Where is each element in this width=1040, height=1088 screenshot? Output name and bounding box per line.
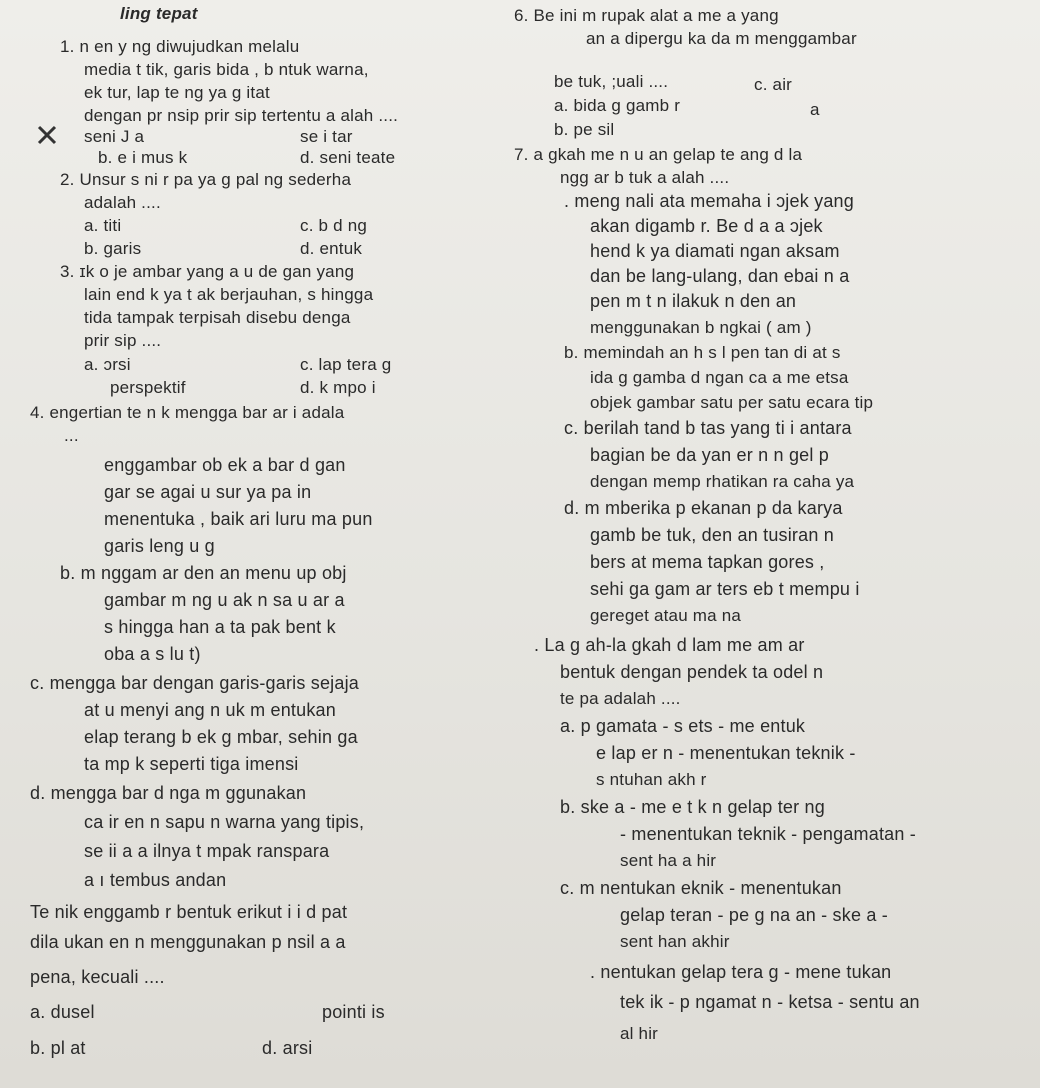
q8-option-a: a. p gamata - s ets - me entuk — [560, 716, 806, 736]
q6-option-a: a. bida g gamb r — [554, 96, 681, 115]
q6-line: be tuk, ;uali .... — [554, 72, 669, 91]
q8-line: al hir — [620, 1024, 659, 1043]
cross-mark-icon — [36, 124, 58, 146]
q5-line: Te nik enggamb r bentuk erikut i i d pat — [30, 902, 348, 922]
q4-line: at u menyi ang n uk m entukan — [84, 700, 336, 720]
q7-line: ngg ar b tuk a alah .... — [560, 168, 730, 187]
q4-line: ta mp k seperti tiga imensi — [84, 754, 299, 774]
q2-line: 2. Unsur s ni r pa ya g pal ng sederha — [60, 170, 352, 189]
q4-line: menentuka , baik ari luru ma pun — [104, 509, 373, 529]
q3-option-d: d. k mpo i — [300, 378, 376, 397]
q4-option-a: enggambar ob ek a bar d gan — [104, 455, 346, 475]
q1-option-a: seni J a — [84, 127, 145, 146]
q5-option-d: d. arsi — [262, 1038, 313, 1058]
q7-line: pen m t n ilakuk n den an — [590, 291, 797, 311]
q5-line: pena, kecuali .... — [30, 967, 165, 987]
q1-line: 1. n en y ng diwujudkan melalu — [60, 37, 300, 56]
q4-option-b: b. m nggam ar den an menu up obj — [60, 563, 347, 583]
q7-line: menggunakan b ngkai ( am ) — [590, 318, 812, 337]
q4-line: elap terang b ek g mbar, sehin ga — [84, 727, 358, 747]
q7-option-a: . meng nali ata memaha i ɔjek yang — [564, 191, 854, 211]
q3-line: tida tampak terpisah disebu denga — [84, 308, 351, 327]
q2-option-d: d. entuk — [300, 239, 363, 258]
q2-option-b: b. garis — [84, 239, 142, 258]
q5-option-c: pointi is — [322, 1002, 385, 1022]
q4-line: ... — [64, 426, 79, 445]
q1-option-d: d. seni teate — [300, 148, 396, 167]
q5-line: dila ukan en n menggunakan p nsil a a — [30, 932, 346, 952]
q7-line: bers at mema tapkan gores , — [590, 552, 825, 572]
q7-line: sehi ga gam ar ters eb t mempu i — [590, 579, 860, 599]
q4-line: oba a s lu t) — [104, 644, 201, 664]
q4-line: garis leng u g — [104, 536, 215, 556]
q4-line: 4. engertian te n k mengga bar ar i adala — [30, 403, 345, 422]
q7-line: hend k ya diamati ngan aksam — [590, 241, 840, 261]
q4-line: se ii a a ilnya t mpak ranspara — [84, 841, 330, 861]
q3-option-c: c. lap tera g — [300, 355, 392, 374]
q3-line: prir sip .... — [84, 331, 162, 350]
q8-line: tek ik - p ngamat n - ketsa - sentu an — [620, 992, 920, 1012]
q8-line: bentuk dengan pendek ta odel n — [560, 662, 824, 682]
q8-option-b: b. ske a - me e t k n gelap ter ng — [560, 797, 825, 817]
q8-line: gelap teran - pe g na an - ske a - — [620, 905, 888, 925]
q1-line: ek tur, lap te ng ya g itat — [84, 83, 270, 102]
q7-line: gamb be tuk, den an tusiran n — [590, 525, 834, 545]
q7-line: gereget atau ma na — [590, 606, 742, 625]
q6-line: an a dipergu ka da m menggambar — [586, 29, 857, 48]
q4-line: a ı tembus andan — [84, 870, 227, 890]
q1-option-c: se i tar — [300, 127, 353, 146]
q8-line: s ntuhan akh r — [596, 770, 707, 789]
q7-line: akan digamb r. Be d a a ɔjek — [590, 216, 823, 236]
q2-line: adalah .... — [84, 193, 161, 212]
q3-line: 3. ɪk o je ambar yang a u de gan yang — [60, 262, 355, 281]
q4-option-c: c. mengga bar dengan garis-garis sejaja — [30, 673, 359, 693]
q8-line: sent han akhir — [620, 932, 730, 951]
q8-option-d: . nentukan gelap tera g - mene tukan — [590, 962, 892, 982]
q7-line: ida g gamba d ngan ca a me etsa — [590, 368, 849, 387]
q7-line: dengan memp rhatikan ra caha ya — [590, 472, 855, 491]
q6-option-e: a — [810, 100, 820, 119]
q4-line: s hingga han a ta pak bent k — [104, 617, 336, 637]
q6-line: 6. Be ini m rupak alat a me a yang — [514, 6, 779, 25]
q7-option-d: d. m mberika p ekanan p da karya — [564, 498, 843, 518]
q3-option-b: perspektif — [110, 378, 186, 397]
q8-line: te pa adalah .... — [560, 689, 681, 708]
q1-line: dengan pr nsip prir sip tertentu a alah .... — [84, 106, 399, 125]
q5-option-b: b. pl at — [30, 1038, 86, 1058]
q7-line: dan be lang-ulang, dan ebai n a — [590, 266, 850, 286]
q8-option-c: c. m nentukan eknik - menentukan — [560, 878, 842, 898]
q4-line: gambar m ng u ak n sa u ar a — [104, 590, 345, 610]
q8-line: . La g ah-la gkah d lam me am ar — [534, 635, 805, 655]
q3-line: lain end k ya t ak berjauhan, s hingga — [84, 285, 374, 304]
section-heading: ling tepat — [120, 4, 198, 23]
q7-line: bagian be da yan er n n gel p — [590, 445, 829, 465]
q1-option-b: b. e i mus k — [98, 148, 188, 167]
q7-line: objek gambar satu per satu ecara tip — [590, 393, 874, 412]
q4-option-d: d. mengga bar d nga m ggunakan — [30, 783, 307, 803]
q5-option-a: a. dusel — [30, 1002, 95, 1022]
q4-line: ca ir en n sapu n warna yang tipis, — [84, 812, 365, 832]
q7-option-c: c. berilah tand b tas yang ti i antara — [564, 418, 852, 438]
q8-line: e lap er n - menentukan teknik - — [596, 743, 856, 763]
q7-line: 7. a gkah me n u an gelap te ang d la — [514, 145, 803, 164]
q2-option-c: c. b d ng — [300, 216, 368, 235]
q6-option-b: b. pe sil — [554, 120, 615, 139]
q2-option-a: a. titi — [84, 216, 122, 235]
q4-line: gar se agai u sur ya pa in — [104, 482, 312, 502]
q1-line: media t tik, garis bida , b ntuk warna, — [84, 60, 369, 79]
q7-option-b: b. memindah an h s l pen tan di at s — [564, 343, 841, 362]
q6-option-c: c. air — [754, 75, 793, 94]
q8-line: sent ha a hir — [620, 851, 717, 870]
q3-option-a: a. ɔrsi — [84, 355, 131, 374]
q8-line: - menentukan teknik - pengamatan - — [620, 824, 916, 844]
